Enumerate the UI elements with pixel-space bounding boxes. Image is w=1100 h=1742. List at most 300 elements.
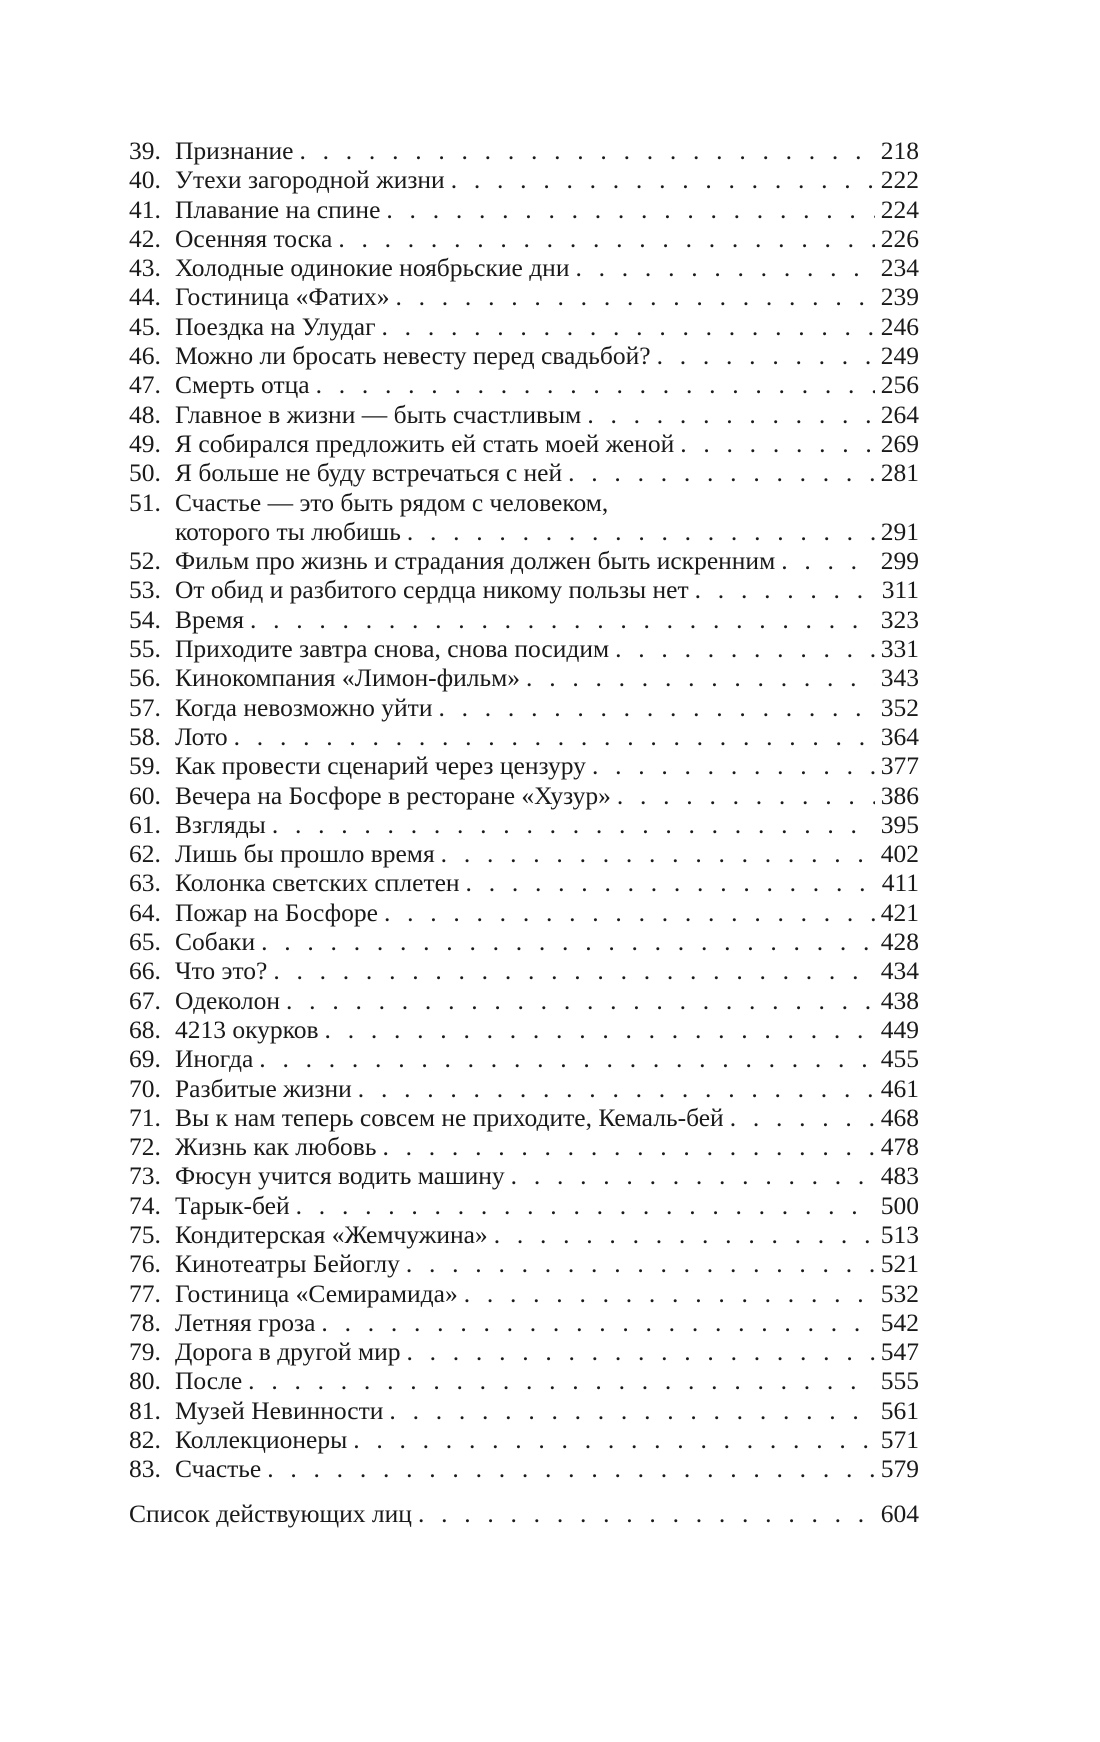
toc-entry-line <box>175 1249 919 1278</box>
chapter-title: Как провести сценарий через цензуру <box>175 751 586 781</box>
dot-leader <box>592 751 875 780</box>
toc-entry-body <box>175 282 919 311</box>
toc-entry-body <box>175 1279 919 1308</box>
toc-entry-line <box>175 663 919 692</box>
toc-entry-line <box>175 927 919 956</box>
page-number: 421 <box>880 897 919 927</box>
dot-leader <box>259 1044 874 1073</box>
toc-entry-body <box>175 136 919 165</box>
dot-leader <box>267 1454 875 1483</box>
chapter-number: 60. <box>129 780 161 810</box>
toc-entry <box>129 1337 919 1366</box>
toc-entry-body <box>175 458 919 487</box>
toc-entry-body <box>175 722 919 751</box>
chapter-number: 71. <box>129 1102 161 1132</box>
page-number: 483 <box>880 1161 919 1191</box>
toc-entry <box>129 341 919 370</box>
toc-entry <box>129 165 919 194</box>
toc-entry-line <box>175 1396 919 1425</box>
chapter-title: Летняя гроза <box>175 1307 316 1337</box>
dot-leader <box>615 634 875 663</box>
chapter-title: Я собирался предложить ей стать моей женой <box>175 428 675 458</box>
toc-entry-body <box>175 1308 919 1337</box>
chapter-title: Кинотеатры Бейоглу <box>175 1249 400 1279</box>
dot-leader <box>382 1132 874 1161</box>
toc-entry-line <box>175 488 919 517</box>
toc-entry <box>129 224 919 253</box>
toc-entry <box>129 1396 919 1425</box>
dot-leader <box>321 1308 874 1337</box>
toc-entry <box>129 693 919 722</box>
dot-leader <box>353 1425 875 1454</box>
page-number: 542 <box>880 1307 919 1337</box>
toc-entry-body <box>175 810 919 839</box>
toc-entry-body <box>175 898 919 927</box>
chapter-title: Что это? <box>175 956 268 986</box>
chapter-number: 56. <box>129 663 161 693</box>
toc-entry-line <box>175 634 919 663</box>
page-number: 561 <box>880 1395 919 1425</box>
page-number: 428 <box>880 927 919 957</box>
page-number: 269 <box>880 428 919 458</box>
toc-entry <box>129 663 919 692</box>
chapter-number: 55. <box>129 634 161 664</box>
page-number: 331 <box>880 634 919 664</box>
dot-leader <box>358 1074 875 1103</box>
chapter-title: Собаки <box>175 927 256 957</box>
toc-entry <box>129 429 919 458</box>
toc-entry <box>129 751 919 780</box>
page-number: 468 <box>880 1102 919 1132</box>
toc-entry-line <box>175 195 919 224</box>
chapter-number: 46. <box>129 341 161 371</box>
toc-entry-line <box>175 781 919 810</box>
toc-entry-line <box>175 956 919 985</box>
toc-entry-body <box>175 253 919 282</box>
toc-entry-line <box>175 312 919 341</box>
page-number: 224 <box>880 194 919 224</box>
chapter-number: 65. <box>129 927 161 957</box>
page-number: 222 <box>880 165 919 195</box>
toc-entry-body <box>175 927 919 956</box>
toc-entry-body <box>175 751 919 780</box>
chapter-title: От обид и разбитого сердца никому пользы нет <box>175 575 689 605</box>
page-number: 555 <box>880 1366 919 1396</box>
toc-entry <box>129 195 919 224</box>
dot-leader <box>325 1015 875 1044</box>
chapter-number: 44. <box>129 282 161 312</box>
toc-entry-line <box>175 458 919 487</box>
chapter-title-first-line: Счастье — это быть рядом с человеком, <box>175 487 609 517</box>
toc-entry-body <box>175 1015 919 1044</box>
toc-entry-line <box>175 1103 919 1132</box>
chapter-number: 39. <box>129 136 161 165</box>
page-number: 438 <box>880 985 919 1015</box>
chapter-title: Приходите завтра снова, снова посидим <box>175 634 610 664</box>
chapter-number: 58. <box>129 721 161 751</box>
toc-entry <box>129 488 919 547</box>
dot-leader <box>407 517 875 546</box>
toc-entry-body <box>175 1425 919 1454</box>
toc-entry-body <box>175 605 919 634</box>
chapter-number: 66. <box>129 956 161 986</box>
page-number: 579 <box>880 1454 919 1484</box>
page-number: 246 <box>880 311 919 341</box>
toc-entry-line <box>175 1454 919 1483</box>
chapter-number: 76. <box>129 1249 161 1279</box>
chapter-title: Гостиница «Семирамида» <box>175 1278 458 1308</box>
toc-entry <box>129 1366 919 1395</box>
dot-leader <box>261 927 875 956</box>
chapter-number: 49. <box>129 428 161 458</box>
page-number: 455 <box>880 1044 919 1074</box>
toc-entry-body <box>175 1396 919 1425</box>
page-number: 291 <box>880 516 919 546</box>
page-number: 547 <box>880 1337 919 1367</box>
toc-entry-line <box>175 1132 919 1161</box>
toc-entry <box>129 458 919 487</box>
page-number: 434 <box>880 956 919 986</box>
toc-entry-body <box>175 312 919 341</box>
dot-leader <box>418 1499 875 1528</box>
chapter-number: 77. <box>129 1278 161 1308</box>
toc-entry <box>129 927 919 956</box>
chapter-title: Кинокомпания «Лимон-фильм» <box>175 663 521 693</box>
chapter-title: Музей Невинности <box>175 1395 384 1425</box>
toc-entry <box>129 634 919 663</box>
toc-entry-body <box>175 1220 919 1249</box>
chapter-number: 81. <box>129 1395 161 1425</box>
chapter-title: Можно ли бросать невесту перед свадьбой? <box>175 341 651 371</box>
chapter-number: 62. <box>129 839 161 869</box>
chapter-title: Я больше не буду встречаться с ней <box>175 458 563 488</box>
toc-entry-body <box>175 868 919 897</box>
chapter-number: 40. <box>129 165 161 195</box>
toc-entry-body <box>175 986 919 1015</box>
chapter-title: Пожар на Босфоре <box>175 897 378 927</box>
chapter-title: Смерть отца <box>175 370 310 400</box>
chapter-title: Коллекционеры <box>175 1425 348 1455</box>
dot-leader <box>296 1191 875 1220</box>
page-number: 299 <box>880 546 919 576</box>
dot-leader <box>451 165 875 194</box>
toc-entry-line <box>175 1220 919 1249</box>
chapter-number: 83. <box>129 1454 161 1484</box>
toc-entry-line <box>175 1279 919 1308</box>
dot-leader <box>248 1366 875 1395</box>
dot-leader <box>511 1161 875 1190</box>
toc-entry <box>129 1161 919 1190</box>
chapter-title: Счастье <box>175 1454 262 1484</box>
page-number: 264 <box>880 399 919 429</box>
toc-entry <box>129 575 919 604</box>
page-number: 343 <box>880 663 919 693</box>
chapter-number: 48. <box>129 399 161 429</box>
chapter-number: 69. <box>129 1044 161 1074</box>
chapter-title: Гостиница «Фатих» <box>175 282 390 312</box>
toc-entry-body <box>175 429 919 458</box>
chapter-title: Одеколон <box>175 985 281 1015</box>
chapter-number: 64. <box>129 897 161 927</box>
toc-entry <box>129 898 919 927</box>
toc-entry <box>129 722 919 751</box>
toc-entry-line <box>175 1425 919 1454</box>
page-number: 604 <box>880 1498 919 1528</box>
toc-entry <box>129 1425 919 1454</box>
dot-leader <box>338 224 874 253</box>
dot-leader <box>316 370 875 399</box>
page-number: 532 <box>880 1278 919 1308</box>
page-number: 402 <box>880 839 919 869</box>
chapter-title: Дорога в другой мир <box>175 1337 401 1367</box>
chapter-title: Колонка светских сплетен <box>175 868 460 898</box>
chapter-title: Время <box>175 604 244 634</box>
toc-entry <box>129 605 919 634</box>
chapter-number: 78. <box>129 1307 161 1337</box>
chapter-number: 41. <box>129 194 161 224</box>
chapter-title: Плавание на спине <box>175 194 381 224</box>
toc-entry-line <box>175 546 919 575</box>
chapter-title: которого ты любишь <box>175 516 401 546</box>
dot-leader <box>406 1337 874 1366</box>
toc-entry-line <box>175 575 919 604</box>
page-number: 364 <box>880 721 919 751</box>
page-number: 234 <box>880 253 919 283</box>
chapter-title: Лото <box>175 721 228 751</box>
chapter-title: Вы к нам теперь совсем не приходите, Кемаль-бей <box>175 1102 724 1132</box>
chapter-number: 80. <box>129 1366 161 1396</box>
toc-entry-line <box>175 1191 919 1220</box>
page-number: 226 <box>880 223 919 253</box>
dot-leader <box>587 400 874 429</box>
dot-leader <box>395 282 874 311</box>
toc-entry-line <box>175 1366 919 1395</box>
page-number: 256 <box>880 370 919 400</box>
dot-leader <box>526 663 875 692</box>
page-number: 311 <box>881 575 919 605</box>
page-number: 323 <box>880 604 919 634</box>
page-number: 395 <box>880 809 919 839</box>
page-number: 500 <box>880 1190 919 1220</box>
toc-entry-body <box>175 693 919 722</box>
chapter-title: Жизнь как любовь <box>175 1132 377 1162</box>
chapter-title: Признание <box>175 136 294 165</box>
chapter-title: Разбитые жизни <box>175 1073 352 1103</box>
dot-leader <box>494 1220 875 1249</box>
toc-entry-line <box>175 1015 919 1044</box>
toc-entry-line <box>175 1074 919 1103</box>
toc-entry-body <box>175 1191 919 1220</box>
toc-entry <box>129 253 919 282</box>
toc-entry-line <box>175 1044 919 1073</box>
toc-entry <box>129 546 919 575</box>
page-number: 571 <box>880 1425 919 1455</box>
chapter-title: Поездка на Улудаг <box>175 311 376 341</box>
dot-leader <box>575 253 874 282</box>
chapter-number: 79. <box>129 1337 161 1367</box>
chapter-title: Холодные одинокие ноябрьские дни <box>175 253 570 283</box>
chapter-number: 70. <box>129 1073 161 1103</box>
chapter-title: Утехи загородной жизни <box>175 165 445 195</box>
toc-entry-line <box>175 341 919 370</box>
toc-entry-body <box>175 781 919 810</box>
toc-entry-body <box>175 546 919 575</box>
chapter-number: 43. <box>129 253 161 283</box>
dot-leader <box>299 136 874 165</box>
chapter-title: Взгляды <box>175 809 266 839</box>
chapter-number: 63. <box>129 868 161 898</box>
dot-leader <box>250 605 875 634</box>
toc-entry-body <box>175 488 919 547</box>
chapter-title: После <box>175 1366 243 1396</box>
toc-entry-line <box>175 370 919 399</box>
toc-entry-line <box>175 1337 919 1366</box>
chapter-number: 47. <box>129 370 161 400</box>
toc-entry-body <box>175 341 919 370</box>
chapter-number: 51. <box>129 487 161 517</box>
toc-entry-body <box>175 575 919 604</box>
toc-entry-line <box>175 429 919 458</box>
page-number: 521 <box>880 1249 919 1279</box>
chapter-number: 42. <box>129 223 161 253</box>
chapter-number: 53. <box>129 575 161 605</box>
toc-entry-body <box>175 165 919 194</box>
dot-leader <box>286 986 875 1015</box>
toc-entry-body <box>175 1161 919 1190</box>
dot-leader <box>441 839 875 868</box>
toc-entry-line <box>175 165 919 194</box>
toc-entry <box>129 1279 919 1308</box>
chapter-title: Тарык-бей <box>175 1190 290 1220</box>
chapter-number: 61. <box>129 809 161 839</box>
toc-entry-body <box>175 634 919 663</box>
toc-entry <box>129 1249 919 1278</box>
dot-leader <box>568 458 875 487</box>
toc-entry-line <box>175 605 919 634</box>
chapter-number: 72. <box>129 1132 161 1162</box>
toc-entry-body <box>175 663 919 692</box>
toc-entry-line <box>175 810 919 839</box>
toc-entry <box>129 1191 919 1220</box>
toc-entry <box>129 1220 919 1249</box>
toc-entry <box>129 956 919 985</box>
chapter-number: 54. <box>129 604 161 634</box>
toc-entry-line <box>175 224 919 253</box>
dot-leader <box>438 693 874 722</box>
dot-leader <box>617 781 875 810</box>
toc-entry-line <box>175 400 919 429</box>
toc-entry <box>129 1044 919 1073</box>
page-number: 352 <box>880 692 919 722</box>
dot-leader <box>273 956 874 985</box>
page-number: 478 <box>880 1132 919 1162</box>
toc-entry <box>129 1015 919 1044</box>
dot-leader <box>382 312 875 341</box>
chapter-title: Осенняя тоска <box>175 223 333 253</box>
toc-final-entry <box>129 1499 919 1528</box>
page-number: 386 <box>880 780 919 810</box>
chapter-number: 68. <box>129 1014 161 1044</box>
toc-entry <box>129 400 919 429</box>
chapter-title: 4213 окурков <box>175 1014 319 1044</box>
dot-leader <box>386 195 874 224</box>
toc-entry <box>129 1454 919 1483</box>
toc-entry <box>129 1308 919 1337</box>
page-number: 411 <box>881 868 919 898</box>
dot-leader <box>657 341 875 370</box>
toc-entry <box>129 986 919 1015</box>
dot-leader <box>680 429 875 458</box>
chapter-title: Вечера на Босфоре в ресторане «Хузур» <box>175 780 611 810</box>
toc-entry <box>129 839 919 868</box>
page-number: 377 <box>880 751 919 781</box>
toc-entry-line <box>175 986 919 1015</box>
page-number: 461 <box>880 1073 919 1103</box>
toc-entry <box>129 868 919 897</box>
toc-entry-body <box>175 1044 919 1073</box>
chapter-number: 75. <box>129 1219 161 1249</box>
toc-entry-body <box>175 1132 919 1161</box>
toc-entry-body <box>175 1074 919 1103</box>
toc-entry <box>129 1132 919 1161</box>
chapter-number: 73. <box>129 1161 161 1191</box>
toc-entry <box>129 282 919 311</box>
toc-entry-body <box>175 1366 919 1395</box>
page-number: 513 <box>880 1219 919 1249</box>
dot-leader <box>384 898 875 927</box>
toc-entry-body <box>175 1337 919 1366</box>
toc-entry <box>129 136 919 165</box>
toc-entry-body <box>175 224 919 253</box>
page-number: 281 <box>880 458 919 488</box>
toc-entry-line <box>175 517 919 546</box>
chapter-title: Фильм про жизнь и страдания должен быть искренним <box>175 546 776 576</box>
page-number: 449 <box>880 1014 919 1044</box>
chapter-number: 59. <box>129 751 161 781</box>
dot-leader <box>389 1396 874 1425</box>
page-number: 218 <box>880 136 919 165</box>
toc-entry-body <box>175 956 919 985</box>
toc-entry-line <box>175 693 919 722</box>
dot-leader <box>234 722 875 751</box>
toc-entry-line <box>175 898 919 927</box>
dot-leader <box>466 868 876 897</box>
dot-leader <box>730 1103 875 1132</box>
toc-entry-body <box>175 839 919 868</box>
page-number: 239 <box>880 282 919 312</box>
toc-entry <box>129 1103 919 1132</box>
toc-entry-body <box>175 1103 919 1132</box>
chapter-title: Фюсун учится водить машину <box>175 1161 505 1191</box>
chapter-title: Иногда <box>175 1044 254 1074</box>
toc-entry-body <box>175 1249 919 1278</box>
toc-entry-body <box>175 370 919 399</box>
toc-entry-line <box>175 1308 919 1337</box>
dot-leader <box>406 1249 875 1278</box>
toc-entry-body <box>175 400 919 429</box>
chapter-number: 67. <box>129 985 161 1015</box>
table-of-contents <box>129 136 919 1528</box>
dot-leader <box>272 810 875 839</box>
toc-entry-body <box>175 195 919 224</box>
dot-leader <box>464 1279 875 1308</box>
appendix-title: Список действующих лиц <box>129 1498 412 1528</box>
toc-entry <box>129 312 919 341</box>
chapter-title: Кондитерская «Жемчужина» <box>175 1219 488 1249</box>
chapter-number: 82. <box>129 1425 161 1455</box>
toc-entry-line <box>175 722 919 751</box>
chapter-number: 57. <box>129 692 161 722</box>
